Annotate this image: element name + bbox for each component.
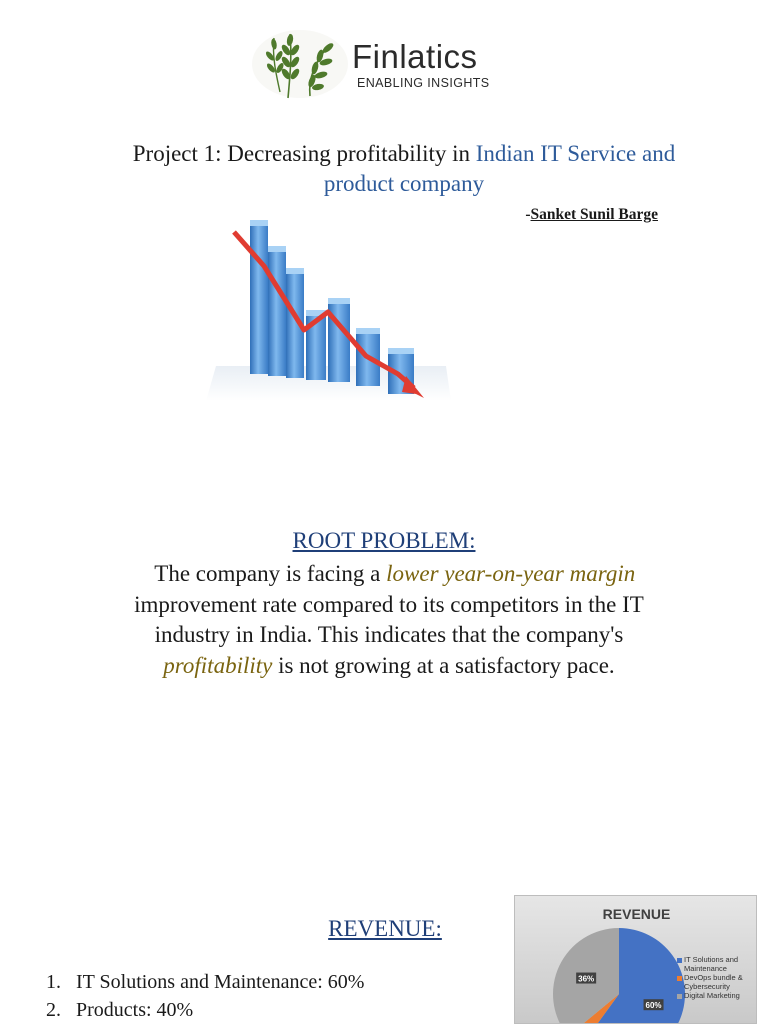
title-part-1: Project 1: Decreasing profitability in: [132, 141, 476, 166]
author-prefix: -: [525, 206, 531, 223]
root-text-1: The company is facing a: [154, 561, 387, 586]
svg-text:36%: 36%: [578, 974, 595, 984]
list-number: 2.: [46, 999, 61, 1021]
legend-entry: [677, 956, 757, 973]
page-title: [100, 139, 708, 199]
root-problem-text: [100, 559, 678, 681]
list-text: IT Solutions and Maintenance: 60%: [76, 971, 365, 993]
declining-bar-chart-icon: [206, 216, 456, 406]
legend-swatch: [677, 958, 682, 963]
svg-text:60%: 60%: [645, 1001, 662, 1011]
legend-entry: [677, 974, 757, 991]
root-problem-heading: ROOT PROBLEM:: [292, 528, 476, 553]
legend-label: DevOps bundle & Cybersecurity: [684, 973, 743, 991]
logo-tagline: ENABLING INSIGHTS: [357, 76, 490, 90]
legend-swatch: [677, 994, 682, 999]
logo-brand: Finlatics: [352, 38, 478, 75]
pie-legend: [677, 956, 757, 1002]
finlatics-logo: [250, 26, 520, 102]
legend-swatch: [677, 976, 682, 981]
list-item: [46, 968, 364, 996]
wheat-leaves-icon: [250, 26, 350, 102]
legend-label: Digital Marketing: [684, 991, 740, 1000]
author-name: Sanket Sunil Barge: [530, 206, 658, 223]
pie-data-label: [644, 999, 664, 1010]
highlight-profitability: profitability: [163, 652, 273, 678]
list-number: 1.: [46, 971, 61, 993]
legend-entry: [677, 992, 757, 1001]
legend-label: IT Solutions and Maintenance: [684, 955, 739, 973]
pie-title: REVENUE: [602, 906, 671, 922]
author-line: [440, 206, 658, 224]
revenue-list: [46, 968, 364, 1024]
title-part-2: Indian IT Service and product company: [323, 141, 676, 196]
highlight-margin: lower year-on-year margin: [386, 561, 636, 586]
list-text: Products: 40%: [76, 999, 194, 1021]
pie-data-label: [576, 973, 596, 984]
revenue-pie-chart: [514, 895, 757, 1024]
root-text-2: improvement rate compared to its competitors in the IT industry in India. This indicates that the company's: [134, 591, 644, 647]
revenue-heading: REVENUE:: [328, 916, 442, 941]
list-item: [46, 996, 364, 1024]
root-text-3: is not growing at a satisfactory pace.: [272, 652, 615, 678]
